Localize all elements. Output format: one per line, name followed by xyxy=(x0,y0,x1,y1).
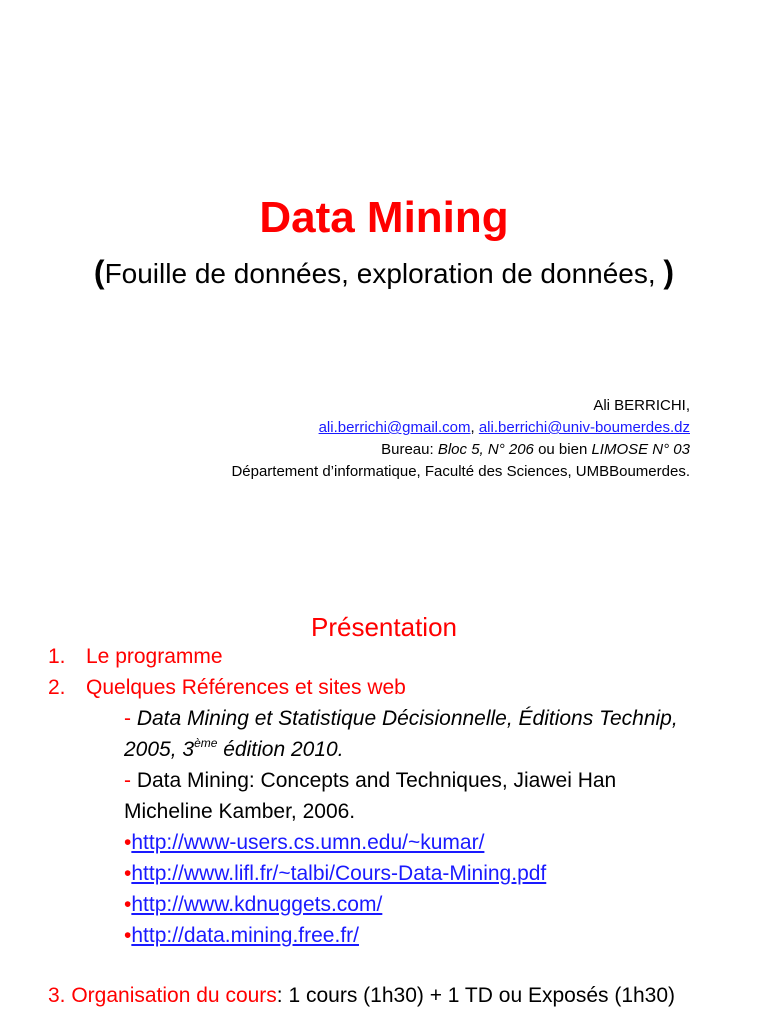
reference-dash: - xyxy=(124,769,137,792)
course-organisation xyxy=(48,980,758,1011)
subtitle-open-paren: ( xyxy=(93,254,105,290)
reference-1-edition: édition 2010. xyxy=(217,738,344,761)
web-link-talbi[interactable]: http://www.lifl.fr/~talbi/Cours-Data-Mining.pdf xyxy=(131,862,547,885)
author-office xyxy=(70,439,690,461)
list-item-label: Le programme xyxy=(86,645,223,668)
author-block xyxy=(70,395,690,483)
author-department: Département d’informatique, Faculté des Sciences, UMBBoumerdes. xyxy=(231,463,690,480)
organisation-text: : 1 cours (1h30) + 1 TD ou Exposés (1h30) xyxy=(276,984,676,1007)
link-item xyxy=(48,920,748,951)
link-item xyxy=(48,858,748,889)
reference-1-line2 xyxy=(48,734,748,765)
list-item-label: Quelques Références et sites web xyxy=(86,676,406,699)
document-title: Data Mining xyxy=(259,193,509,242)
author-emails xyxy=(70,417,690,439)
office-location-1: Bloc 5, N° 206 xyxy=(437,441,534,458)
reference-1-sup: ème xyxy=(194,736,218,750)
web-link-kumar[interactable]: http://www-users.cs.umn.edu/~kumar/ xyxy=(131,831,485,854)
reference-2 xyxy=(48,765,748,796)
document-subtitle xyxy=(0,252,768,294)
subtitle-close-paren: ) xyxy=(663,254,675,290)
list-item-number: 2. xyxy=(48,676,66,699)
link-item xyxy=(48,889,748,920)
list-item-references xyxy=(48,672,748,703)
presentation-list xyxy=(48,641,748,951)
bullet-icon: • xyxy=(124,893,132,916)
office-or: ou bien xyxy=(533,441,592,458)
bullet-icon: • xyxy=(124,862,132,885)
author-name: Ali BERRICHI, xyxy=(593,397,690,414)
presentation-heading: Présentation xyxy=(311,612,457,642)
subtitle-text: Fouille de données, exploration de données, xyxy=(104,258,664,289)
reference-1-line1: Data Mining et Statistique Décisionnelle, Éditions Technip, xyxy=(136,707,678,730)
list-item-programme xyxy=(48,641,748,672)
email-separator: , xyxy=(470,419,479,436)
email-link-gmail[interactable]: ali.berrichi@gmail.com xyxy=(318,419,471,436)
office-label: Bureau: xyxy=(381,441,438,458)
office-location-2: LIMOSE N° 03 xyxy=(591,441,690,458)
organisation-label: 3. Organisation du cours xyxy=(48,984,277,1007)
list-item-number: 1. xyxy=(48,645,66,668)
reference-dash: - xyxy=(124,707,137,730)
reference-1-year: 2005, 3 xyxy=(124,738,195,761)
web-link-kdnuggets[interactable]: http://www.kdnuggets.com/ xyxy=(131,893,383,916)
email-link-univ[interactable]: ali.berrichi@univ-boumerdes.dz xyxy=(478,419,690,436)
link-item xyxy=(48,827,748,858)
web-link-datamining[interactable]: http://data.mining.free.fr/ xyxy=(131,924,359,947)
reference-1 xyxy=(48,703,748,734)
reference-2-line2: Micheline Kamber, 2006. xyxy=(124,800,356,823)
bullet-icon: • xyxy=(124,924,132,947)
reference-2-line1: Data Mining: Concepts and Techniques, Jiawei Han xyxy=(136,769,617,792)
bullet-icon: • xyxy=(124,831,132,854)
